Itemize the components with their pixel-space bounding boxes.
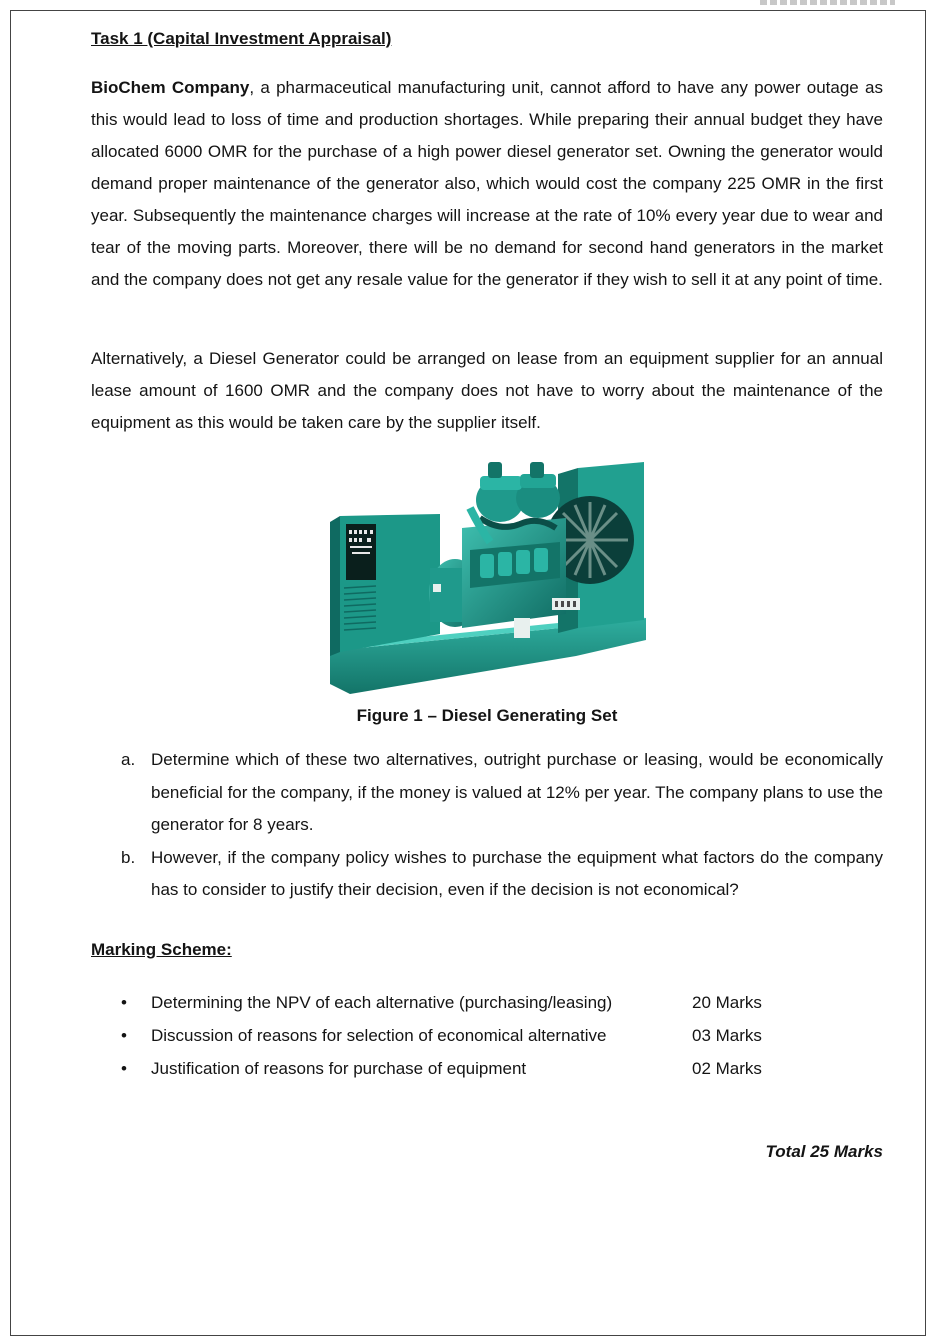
marking-scheme-title: Marking Scheme: bbox=[91, 940, 232, 959]
company-name: BioChem Company bbox=[91, 78, 250, 97]
diesel-generator-image bbox=[330, 458, 646, 694]
marking-scheme-row bbox=[91, 1019, 883, 1052]
diesel-generator-icon bbox=[330, 458, 646, 694]
criterion-marks: 03 Marks bbox=[692, 1026, 762, 1045]
bullet-icon: • bbox=[121, 1026, 127, 1045]
paragraph-lease: Alternatively, a Diesel Generator could be arranged on lease from an equipment supplier for an annual lease amount of 1600 OMR and the company does not have to worry about the maintenance of the equipment as this would be taken care by the supplier itself. bbox=[91, 349, 883, 432]
criterion-description: Determining the NPV of each alternative (purchasing/leasing) bbox=[151, 993, 613, 1012]
cropped-header-text bbox=[760, 0, 895, 5]
bullet-icon: • bbox=[121, 1059, 127, 1078]
criterion-description: Justification of reasons for purchase of equipment bbox=[151, 1059, 527, 1078]
paragraph-intro bbox=[91, 72, 883, 296]
paragraph-intro-text: , a pharmaceutical manufacturing unit, cannot afford to have any power outage as this would lead to loss of time and production shortages. While preparing their annual budget they have allocated 6000 OMR for the purchase of a high power diesel generator set. Owning the generator would demand proper maintenance of the generator also, which would cost the company 225 OMR in the first year. Subsequently the maintenance charges will increase at the rate of 10% every year due to wear and tear of the moving parts. Moreover, there will be no demand for second hand generators in the market and the company does not get any resale value for the generator if they wish to sell it at any point of time. bbox=[91, 78, 884, 289]
criterion-marks: 20 Marks bbox=[692, 993, 762, 1012]
question-marker: a. bbox=[121, 750, 136, 769]
total-marks: Total 25 Marks bbox=[765, 1142, 883, 1161]
marking-scheme-row bbox=[91, 1052, 883, 1085]
question-item bbox=[91, 842, 883, 907]
question-marker: b. bbox=[121, 847, 136, 867]
question-item bbox=[91, 744, 883, 842]
marking-scheme-row bbox=[91, 986, 883, 1019]
task-title: Task 1 (Capital Investment Appraisal) bbox=[91, 29, 392, 48]
bullet-icon: • bbox=[121, 993, 127, 1012]
criterion-marks: 02 Marks bbox=[692, 1059, 762, 1078]
marking-scheme-list bbox=[91, 986, 883, 1085]
criterion-description: Discussion of reasons for selection of economical alternative bbox=[151, 1026, 607, 1045]
question-text: Determine which of these two alternatives, outright purchase or leasing, would be economically beneficial for the company, if the money is valued at 12% per year. The company plans to use the generator for 8 years. bbox=[151, 750, 883, 834]
question-list bbox=[91, 744, 883, 907]
question-text: However, if the company policy wishes to purchase the equipment what factors do the company has to consider to justify their decision, even if the decision is not economical? bbox=[151, 847, 883, 899]
figure-caption: Figure 1 – Diesel Generating Set bbox=[356, 706, 618, 725]
